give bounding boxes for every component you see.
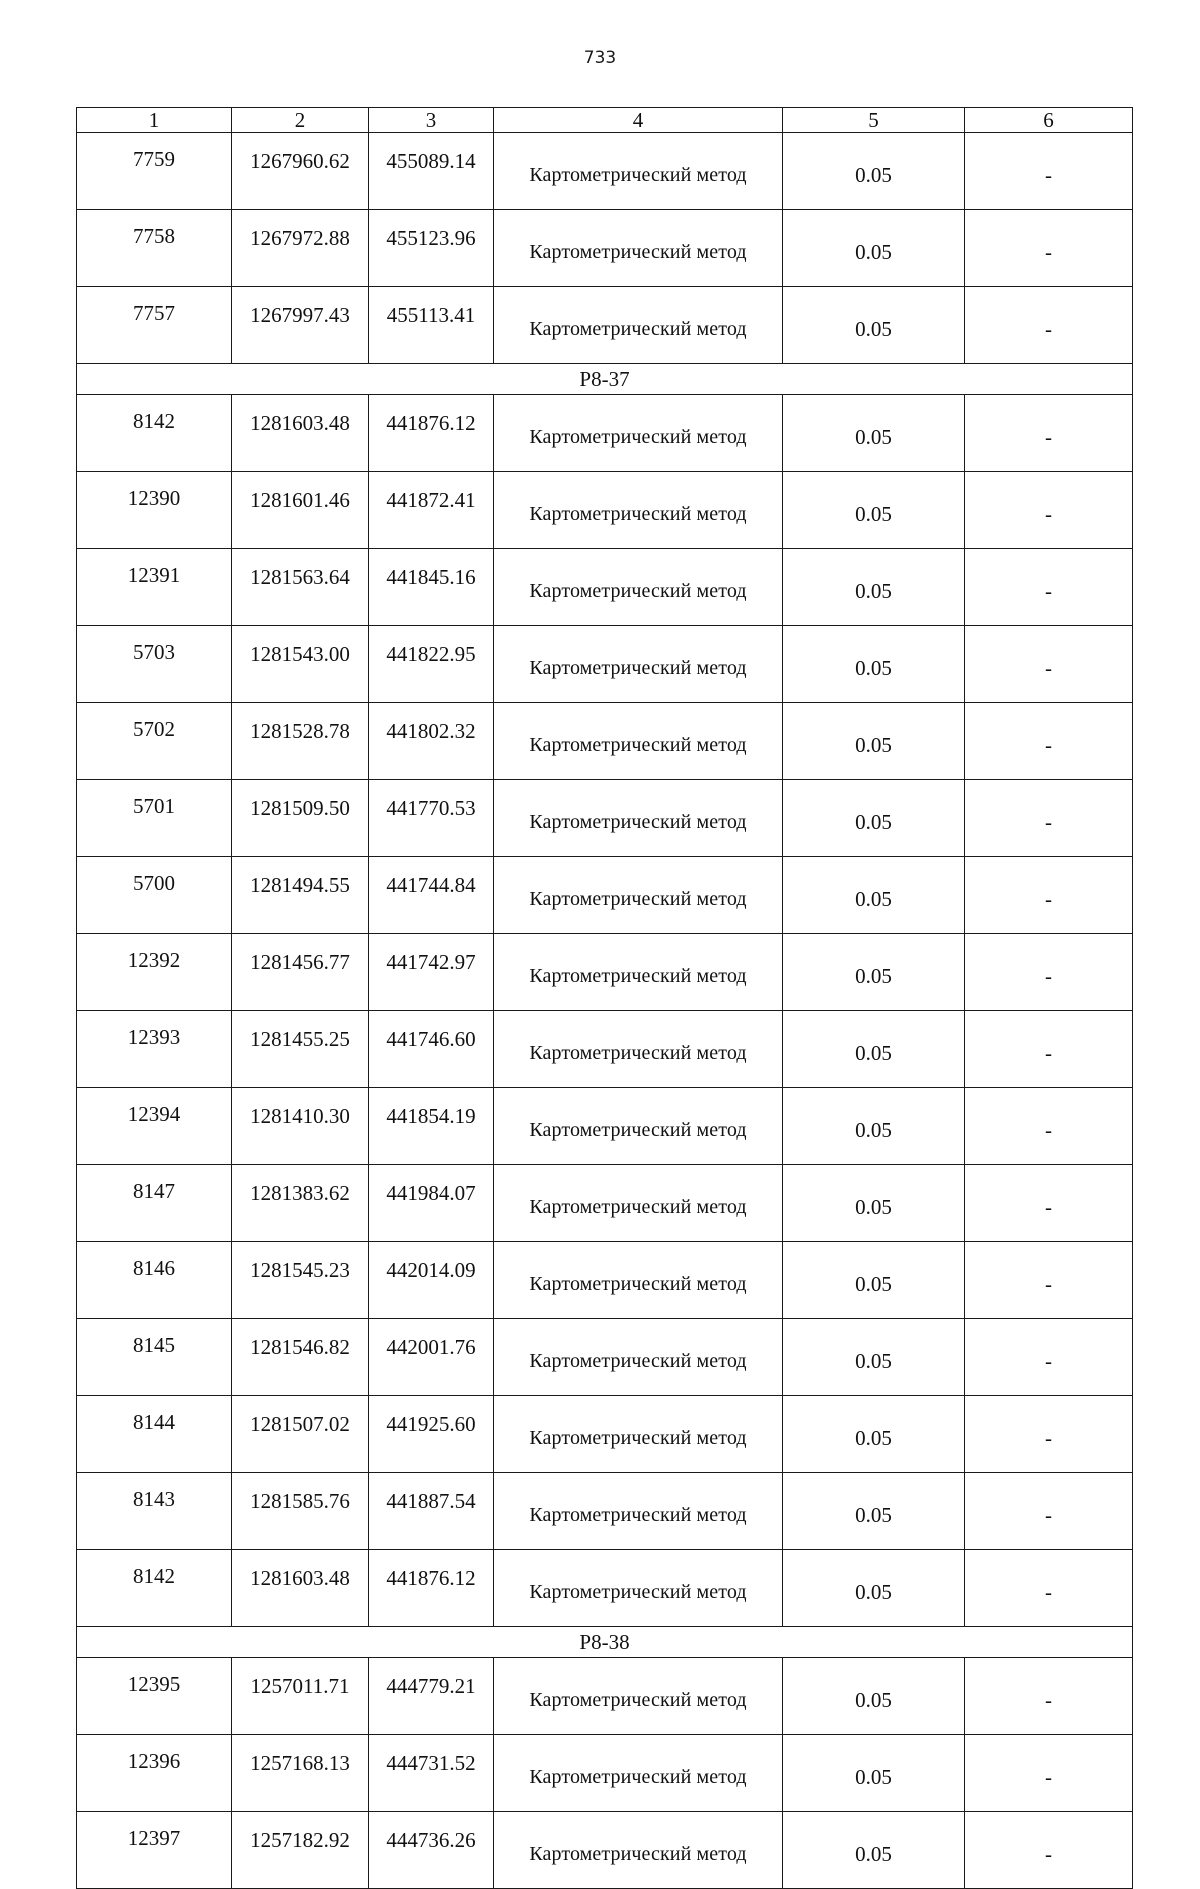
table-row <box>77 1658 1133 1735</box>
table-cell: 1281455.25 <box>232 1011 369 1088</box>
table-cell: Картометрический метод <box>494 1088 783 1165</box>
table-cell: - <box>965 1812 1133 1889</box>
table-cell: 0.05 <box>783 395 965 472</box>
section-title: Р8-37 <box>77 364 1133 395</box>
table-cell: - <box>965 780 1133 857</box>
table-row <box>77 549 1133 626</box>
table-row <box>77 703 1133 780</box>
table-row <box>77 1396 1133 1473</box>
table-cell: 1281601.46 <box>232 472 369 549</box>
table-cell: Картометрический метод <box>494 1242 783 1319</box>
table-cell: 0.05 <box>783 1088 965 1165</box>
table-cell: 0.05 <box>783 1550 965 1627</box>
table-cell: 0.05 <box>783 287 965 364</box>
table-cell: 12393 <box>77 1011 232 1088</box>
table-cell: 0.05 <box>783 1396 965 1473</box>
table-cell: 1281543.00 <box>232 626 369 703</box>
table-cell: Картометрический метод <box>494 395 783 472</box>
table-cell: - <box>965 395 1133 472</box>
table-cell: 441876.12 <box>369 395 494 472</box>
table-cell: Картометрический метод <box>494 1011 783 1088</box>
table-cell: - <box>965 857 1133 934</box>
table-cell: - <box>965 934 1133 1011</box>
table-cell: 0.05 <box>783 780 965 857</box>
table-cell: - <box>965 210 1133 287</box>
table-cell: Картометрический метод <box>494 1319 783 1396</box>
table-cell: 5702 <box>77 703 232 780</box>
table-cell: 0.05 <box>783 133 965 210</box>
table-cell: Картометрический метод <box>494 1658 783 1735</box>
table-cell: Картометрический метод <box>494 1396 783 1473</box>
table-cell: 0.05 <box>783 626 965 703</box>
table-cell: Картометрический метод <box>494 133 783 210</box>
table-row <box>77 934 1133 1011</box>
section-title-row <box>77 364 1133 395</box>
table-cell: 12394 <box>77 1088 232 1165</box>
table-cell: 441984.07 <box>369 1165 494 1242</box>
table-cell: 0.05 <box>783 1658 965 1735</box>
table-row <box>77 1319 1133 1396</box>
table-cell: 441770.53 <box>369 780 494 857</box>
table-cell: 0.05 <box>783 1473 965 1550</box>
table-cell: 5701 <box>77 780 232 857</box>
table-cell: - <box>965 1242 1133 1319</box>
table-row <box>77 287 1133 364</box>
table-cell: 8144 <box>77 1396 232 1473</box>
column-header: 3 <box>369 108 494 133</box>
table-cell: 12392 <box>77 934 232 1011</box>
table-row <box>77 472 1133 549</box>
table-cell: 1281456.77 <box>232 934 369 1011</box>
page-number: 733 <box>583 48 617 68</box>
table-cell: 441742.97 <box>369 934 494 1011</box>
table-cell: 12396 <box>77 1735 232 1812</box>
column-header: 1 <box>77 108 232 133</box>
table-cell: 1281383.62 <box>232 1165 369 1242</box>
table-cell: Картометрический метод <box>494 703 783 780</box>
table-cell: 0.05 <box>783 934 965 1011</box>
table-cell: 444731.52 <box>369 1735 494 1812</box>
table-cell: 0.05 <box>783 1735 965 1812</box>
table-cell: 441887.54 <box>369 1473 494 1550</box>
table-cell: 441802.32 <box>369 703 494 780</box>
table-cell: Картометрический метод <box>494 934 783 1011</box>
table-cell: 441872.41 <box>369 472 494 549</box>
column-header: 6 <box>965 108 1133 133</box>
table-cell: 5703 <box>77 626 232 703</box>
column-header: 2 <box>232 108 369 133</box>
table-cell: 455113.41 <box>369 287 494 364</box>
table-row <box>77 1473 1133 1550</box>
table-row <box>77 210 1133 287</box>
table-cell: 0.05 <box>783 703 965 780</box>
section-title: Р8-38 <box>77 1627 1133 1658</box>
table-cell: 0.05 <box>783 472 965 549</box>
table-cell: - <box>965 1319 1133 1396</box>
table-cell: 1267960.62 <box>232 133 369 210</box>
table-cell: 441822.95 <box>369 626 494 703</box>
table-row <box>77 1812 1133 1889</box>
table-cell: Картометрический метод <box>494 626 783 703</box>
table-cell: - <box>965 133 1133 210</box>
table-cell: 441876.12 <box>369 1550 494 1627</box>
table-cell: 0.05 <box>783 1812 965 1889</box>
table-cell: 444736.26 <box>369 1812 494 1889</box>
table-cell: Картометрический метод <box>494 1735 783 1812</box>
table-cell: 1267997.43 <box>232 287 369 364</box>
table-cell: - <box>965 703 1133 780</box>
table-cell: 7758 <box>77 210 232 287</box>
table-cell: - <box>965 1550 1133 1627</box>
table-cell: - <box>965 1735 1133 1812</box>
table-cell: 1281528.78 <box>232 703 369 780</box>
table-cell: Картометрический метод <box>494 549 783 626</box>
table-cell: Картометрический метод <box>494 1165 783 1242</box>
table-cell: 7759 <box>77 133 232 210</box>
table-cell: 8146 <box>77 1242 232 1319</box>
table-cell: 444779.21 <box>369 1658 494 1735</box>
section-title-row <box>77 1627 1133 1658</box>
table-cell: - <box>965 1011 1133 1088</box>
table-cell: 0.05 <box>783 210 965 287</box>
column-header: 4 <box>494 108 783 133</box>
table-cell: 8142 <box>77 1550 232 1627</box>
table-cell: - <box>965 1658 1133 1735</box>
table-cell: 441744.84 <box>369 857 494 934</box>
table-cell: Картометрический метод <box>494 472 783 549</box>
table-cell: 12391 <box>77 549 232 626</box>
table-cell: - <box>965 549 1133 626</box>
table-cell: 12395 <box>77 1658 232 1735</box>
table-cell: 0.05 <box>783 1165 965 1242</box>
table-row <box>77 1735 1133 1812</box>
table-cell: Картометрический метод <box>494 1473 783 1550</box>
table-cell: 12397 <box>77 1812 232 1889</box>
table-cell: 1257182.92 <box>232 1812 369 1889</box>
table-row <box>77 1011 1133 1088</box>
table-cell: 455123.96 <box>369 210 494 287</box>
table-row <box>77 395 1133 472</box>
table-body <box>77 108 1133 1889</box>
table-cell: 1281494.55 <box>232 857 369 934</box>
table-cell: 441925.60 <box>369 1396 494 1473</box>
table-row <box>77 1242 1133 1319</box>
table-cell: 8147 <box>77 1165 232 1242</box>
table-row <box>77 1550 1133 1627</box>
table-cell: Картометрический метод <box>494 210 783 287</box>
table-cell: 455089.14 <box>369 133 494 210</box>
table-cell: Картометрический метод <box>494 287 783 364</box>
table-cell: 442014.09 <box>369 1242 494 1319</box>
table-row <box>77 1088 1133 1165</box>
coordinates-table <box>76 107 1133 1889</box>
table-cell: 0.05 <box>783 1242 965 1319</box>
table-cell: 1281507.02 <box>232 1396 369 1473</box>
table-cell: 0.05 <box>783 1319 965 1396</box>
table-cell: 441845.16 <box>369 549 494 626</box>
table-cell: - <box>965 472 1133 549</box>
table-cell: - <box>965 626 1133 703</box>
table-row <box>77 626 1133 703</box>
table-cell: 5700 <box>77 857 232 934</box>
table-cell: 12390 <box>77 472 232 549</box>
table-cell: 442001.76 <box>369 1319 494 1396</box>
table-cell: - <box>965 1088 1133 1165</box>
table-cell: 441854.19 <box>369 1088 494 1165</box>
table-cell: Картометрический метод <box>494 1550 783 1627</box>
table-cell: 0.05 <box>783 857 965 934</box>
table-cell: - <box>965 287 1133 364</box>
table-row <box>77 857 1133 934</box>
table-cell: 7757 <box>77 287 232 364</box>
table-cell: 1281563.64 <box>232 549 369 626</box>
table-cell: 1281603.48 <box>232 395 369 472</box>
table-cell: 0.05 <box>783 549 965 626</box>
table-cell: 1281545.23 <box>232 1242 369 1319</box>
table-cell: Картометрический метод <box>494 780 783 857</box>
table-row <box>77 1165 1133 1242</box>
table-cell: - <box>965 1165 1133 1242</box>
table-cell: 1257168.13 <box>232 1735 369 1812</box>
table-cell: 1281410.30 <box>232 1088 369 1165</box>
table-cell: - <box>965 1396 1133 1473</box>
table-cell: 8145 <box>77 1319 232 1396</box>
table-row <box>77 133 1133 210</box>
column-header-row <box>77 108 1133 133</box>
table-cell: - <box>965 1473 1133 1550</box>
table-row <box>77 780 1133 857</box>
table-cell: 1281585.76 <box>232 1473 369 1550</box>
table-cell: 0.05 <box>783 1011 965 1088</box>
table-cell: 8143 <box>77 1473 232 1550</box>
table-cell: 1281546.82 <box>232 1319 369 1396</box>
table-cell: 1267972.88 <box>232 210 369 287</box>
table-cell: Картометрический метод <box>494 1812 783 1889</box>
table-cell: 1281603.48 <box>232 1550 369 1627</box>
table-cell: 1257011.71 <box>232 1658 369 1735</box>
table-cell: Картометрический метод <box>494 857 783 934</box>
column-header: 5 <box>783 108 965 133</box>
table-cell: 441746.60 <box>369 1011 494 1088</box>
table-cell: 8142 <box>77 395 232 472</box>
table-cell: 1281509.50 <box>232 780 369 857</box>
